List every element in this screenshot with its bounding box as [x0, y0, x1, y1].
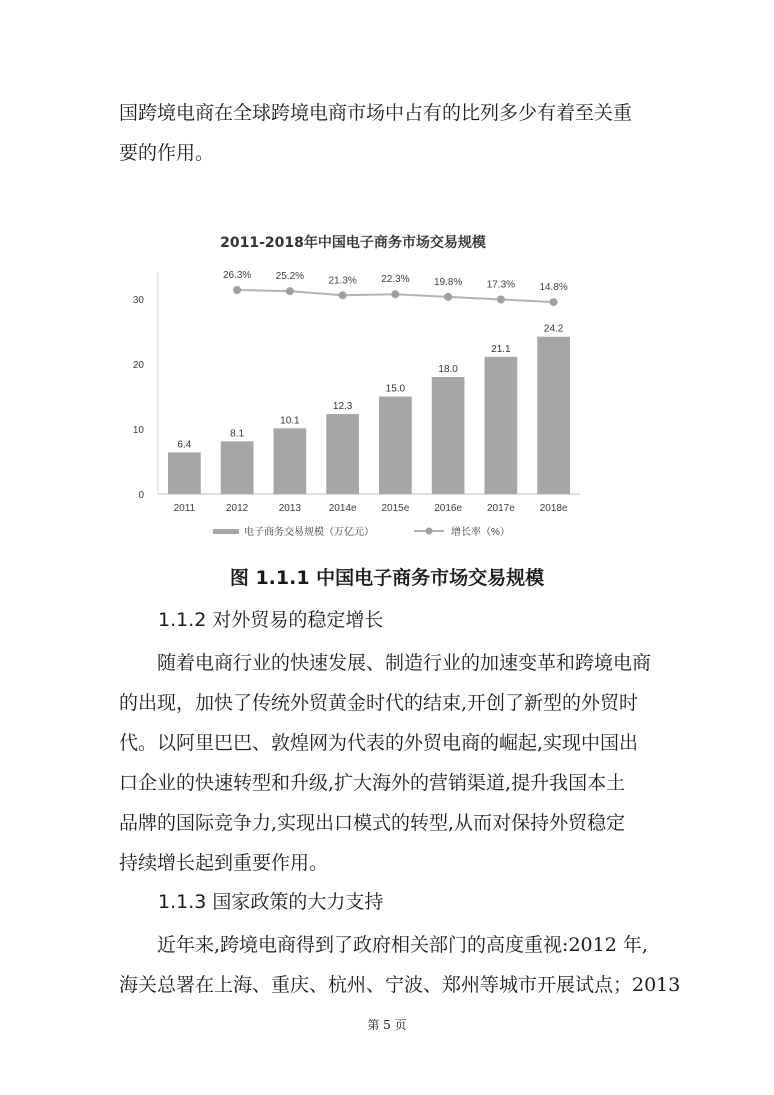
- bar-data-label: 6.4: [177, 439, 192, 451]
- bar-data-label: 21.1: [491, 343, 511, 355]
- paragraph-top: [119, 93, 664, 173]
- chart-svg: [118, 222, 588, 552]
- page-footer: 第 5 页: [367, 1018, 407, 1032]
- x-tick-label: 2013: [278, 503, 301, 514]
- text-line: 品牌的国际竞争力,实现出口模式的转型,从而对保持外贸稳定: [119, 812, 626, 834]
- growth-point: [497, 295, 505, 303]
- growth-data-label: 26.3%: [222, 270, 252, 281]
- bar-data-label: 24.2: [543, 323, 564, 335]
- legend-label-bar: 电子商务交易规模（万亿元）: [244, 527, 374, 538]
- y-tick-label: 30: [132, 295, 144, 306]
- bar: [379, 397, 412, 495]
- bar-data-label: 12.3: [332, 401, 353, 413]
- growth-point: [550, 298, 558, 306]
- growth-data-label: 19.8%: [433, 276, 463, 288]
- bar: [221, 441, 254, 494]
- bar: [537, 337, 570, 494]
- text-line: 近年来,跨境电商得到了政府相关部门的高度重视:2012 年,: [157, 934, 648, 956]
- x-tick-label: 2018e: [539, 503, 568, 514]
- x-tick-label: 2012: [226, 503, 249, 514]
- paragraph-2: [119, 925, 681, 1005]
- x-tick-label: 2017e: [486, 503, 515, 514]
- text-line: 海关总署在上海、重庆、杭州、宁波、郑州等城市开展试点；2013: [119, 974, 681, 996]
- text-line: 的出现，加快了传统外贸黄金时代的结束,开创了新型的外贸时: [119, 692, 639, 714]
- text-line: 代。以阿里巴巴、敦煌网为代表的外贸电商的崛起,实现中国出: [119, 732, 639, 754]
- figure-caption: 图 1.1.1 中国电子商务市场交易规模: [229, 567, 545, 589]
- text-line: 要的作用。: [119, 142, 215, 164]
- legend-swatch-bar: [213, 529, 239, 534]
- growth-data-label: 25.2%: [275, 271, 305, 283]
- paragraph-1: [119, 643, 664, 883]
- bar-data-label: 18.0: [438, 364, 458, 375]
- growth-point: [391, 290, 399, 298]
- chart-title: 2011-2018年中国电子商务市场交易规模: [220, 235, 486, 251]
- text-line: 口企业的快速转型和升级,扩大海外的营销渠道,提升我国本土: [119, 772, 626, 794]
- bar: [432, 377, 465, 494]
- bar: [168, 452, 201, 494]
- text-line: 国跨境电商在全球跨境电商市场中占有的比列多少有着至关重: [119, 102, 633, 124]
- growth-data-label: 17.3%: [486, 279, 516, 291]
- bar-data-label: 15.0: [385, 383, 406, 395]
- legend-label-line: 增长率（%）: [451, 527, 510, 538]
- growth-data-label: 14.8%: [539, 282, 568, 294]
- growth-point: [339, 291, 347, 299]
- growth-data-label: 22.3%: [381, 274, 410, 286]
- growth-point: [286, 287, 294, 295]
- growth-point: [233, 286, 241, 294]
- y-tick-label: 20: [132, 360, 144, 371]
- y-tick-label: 0: [138, 490, 144, 501]
- section-heading: 1.1.2 对外贸易的稳定增长: [158, 609, 384, 631]
- growth-data-label: 21.3%: [328, 275, 357, 287]
- growth-point: [444, 293, 452, 301]
- chart: [118, 222, 588, 552]
- text-line: 持续增长起到重要作用。: [119, 852, 329, 874]
- bar-data-label: 10.1: [280, 415, 300, 427]
- section-heading: 1.1.3 国家政策的大力支持: [158, 891, 384, 913]
- bar: [274, 428, 307, 494]
- text-line: 随着电商行业的快速发展、制造行业的加速变革和跨境电商: [157, 652, 652, 674]
- y-tick-label: 10: [132, 425, 144, 436]
- legend-marker: [426, 528, 433, 535]
- x-tick-label: 2011: [173, 503, 196, 514]
- bar-data-label: 8.1: [230, 428, 245, 440]
- bar: [485, 357, 518, 494]
- x-tick-label: 2015e: [381, 503, 410, 514]
- x-tick-label: 2016e: [434, 503, 463, 514]
- bar: [326, 414, 359, 494]
- x-tick-label: 2014e: [328, 503, 357, 514]
